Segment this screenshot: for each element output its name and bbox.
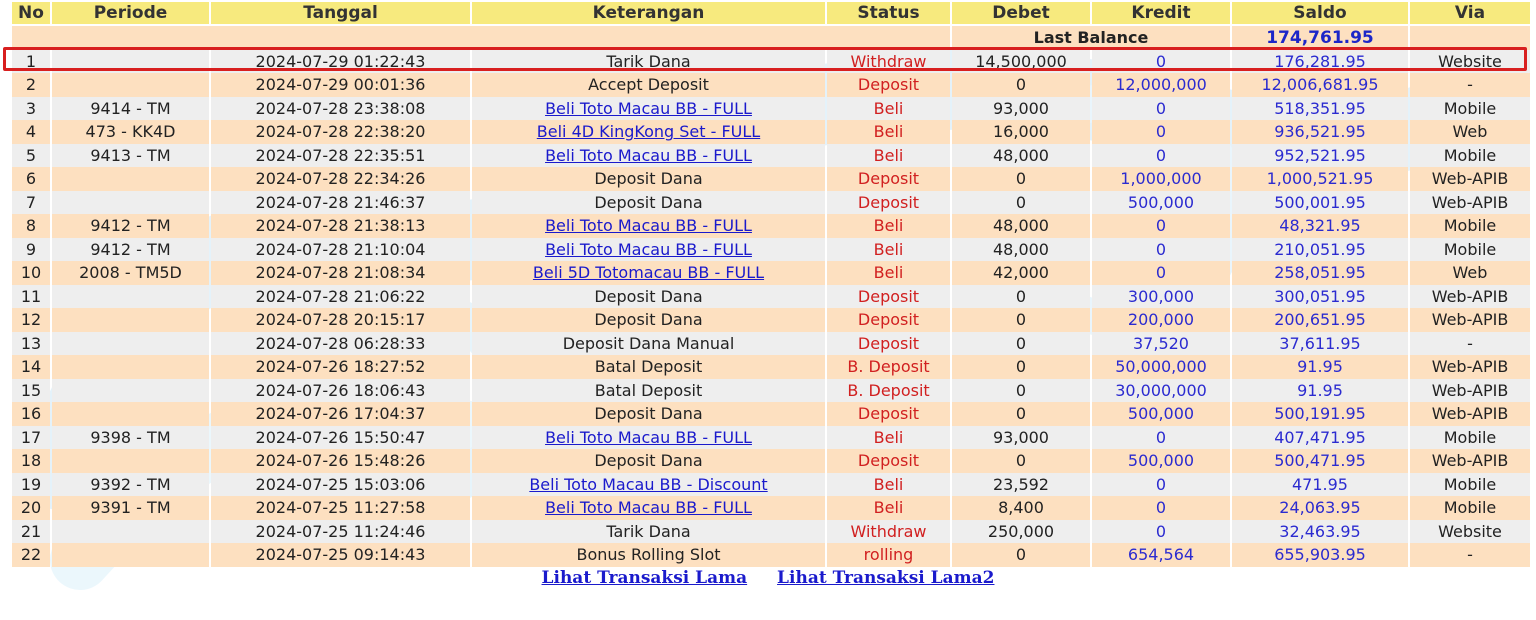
row-status: Deposit (827, 308, 950, 332)
row-no: 8 (12, 214, 50, 238)
row-kredit: 1,000,000 (1092, 167, 1230, 191)
table-row (12, 520, 1530, 544)
row-debet: 16,000 (952, 120, 1090, 144)
row-periode (52, 50, 209, 74)
row-debet: 93,000 (952, 97, 1090, 121)
row-saldo: 210,051.95 (1232, 238, 1408, 262)
header-via[interactable]: Via (1410, 2, 1530, 26)
row-saldo: 91.95 (1232, 355, 1408, 379)
row-no: 7 (12, 191, 50, 215)
row-tanggal: 2024-07-29 01:22:43 (211, 50, 470, 74)
row-debet: 48,000 (952, 238, 1090, 262)
row-no: 2 (12, 73, 50, 97)
row-status: Deposit (827, 73, 950, 97)
row-saldo: 37,611.95 (1232, 332, 1408, 356)
table-row (12, 120, 1530, 144)
row-periode (52, 520, 209, 544)
table-row (12, 73, 1530, 97)
row-periode (52, 355, 209, 379)
row-periode (52, 379, 209, 403)
row-status: Deposit (827, 191, 950, 215)
row-keterangan: Deposit Dana Manual (472, 332, 825, 356)
row-status: Beli (827, 97, 950, 121)
row-via: Web-APIB (1410, 449, 1530, 473)
row-debet: 0 (952, 332, 1090, 356)
table-row (12, 496, 1530, 520)
row-no: 14 (12, 355, 50, 379)
row-status: Deposit (827, 402, 950, 426)
table-row (12, 50, 1530, 74)
row-periode (52, 191, 209, 215)
row-kredit: 0 (1092, 120, 1230, 144)
row-tanggal: 2024-07-28 22:38:20 (211, 120, 470, 144)
row-debet: 250,000 (952, 520, 1090, 544)
row-status: Deposit (827, 285, 950, 309)
balance-spacer-end (1410, 26, 1530, 50)
row-kredit: 12,000,000 (1092, 73, 1230, 97)
row-saldo: 471.95 (1232, 473, 1408, 497)
row-saldo: 176,281.95 (1232, 50, 1408, 74)
table-row (12, 473, 1530, 497)
row-via: Web-APIB (1410, 308, 1530, 332)
row-debet: 0 (952, 355, 1090, 379)
row-debet: 0 (952, 449, 1090, 473)
transaction-detail-link[interactable]: Beli 5D Totomacau BB - FULL (532, 263, 765, 283)
row-periode: 9391 - TM (52, 496, 209, 520)
row-kredit: 654,564 (1092, 543, 1230, 567)
row-no: 21 (12, 520, 50, 544)
row-tanggal: 2024-07-28 21:38:13 (211, 214, 470, 238)
row-kredit: 0 (1092, 50, 1230, 74)
row-status: Beli (827, 426, 950, 450)
row-status: Beli (827, 144, 950, 168)
balance-spacer (12, 26, 950, 50)
row-tanggal: 2024-07-26 15:50:47 (211, 426, 470, 450)
row-periode: 9414 - TM (52, 97, 209, 121)
row-saldo: 300,051.95 (1232, 285, 1408, 309)
row-keterangan: Accept Deposit (472, 73, 825, 97)
row-via: - (1410, 332, 1530, 356)
row-kredit: 500,000 (1092, 191, 1230, 215)
row-debet: 0 (952, 308, 1090, 332)
row-tanggal: 2024-07-28 21:06:22 (211, 285, 470, 309)
table-row (12, 238, 1530, 262)
header-saldo[interactable]: Saldo (1232, 2, 1408, 26)
row-keterangan (472, 426, 825, 450)
row-no: 22 (12, 543, 50, 567)
row-no: 4 (12, 120, 50, 144)
footer-links (0, 568, 1536, 588)
table-row (12, 191, 1530, 215)
row-keterangan: Deposit Dana (472, 449, 825, 473)
transaction-table-container (10, 2, 1530, 567)
row-saldo: 258,051.95 (1232, 261, 1408, 285)
row-no: 16 (12, 402, 50, 426)
row-no: 9 (12, 238, 50, 262)
row-saldo: 500,191.95 (1232, 402, 1408, 426)
row-status: Withdraw (827, 50, 950, 74)
row-via: Mobile (1410, 214, 1530, 238)
row-debet: 0 (952, 191, 1090, 215)
row-keterangan (472, 473, 825, 497)
row-no: 19 (12, 473, 50, 497)
transaction-detail-link[interactable]: Beli Toto Macau BB - FULL (545, 145, 752, 165)
row-saldo: 500,471.95 (1232, 449, 1408, 473)
row-tanggal: 2024-07-28 21:08:34 (211, 261, 470, 285)
row-via: Mobile (1410, 426, 1530, 450)
row-kredit: 0 (1092, 473, 1230, 497)
row-tanggal: 2024-07-28 22:34:26 (211, 167, 470, 191)
old-transactions-link-2[interactable]: Lihat Transaksi Lama2 (777, 568, 995, 588)
table-row (12, 332, 1530, 356)
row-via: Web (1410, 120, 1530, 144)
row-periode: 9413 - TM (52, 144, 209, 168)
row-kredit: 0 (1092, 97, 1230, 121)
row-keterangan: Deposit Dana (472, 167, 825, 191)
row-status: Deposit (827, 167, 950, 191)
row-no: 18 (12, 449, 50, 473)
row-status: B. Deposit (827, 379, 950, 403)
row-via: Web-APIB (1410, 285, 1530, 309)
row-no: 10 (12, 261, 50, 285)
row-periode (52, 332, 209, 356)
row-no: 15 (12, 379, 50, 403)
old-transactions-link[interactable]: Lihat Transaksi Lama (541, 568, 748, 588)
row-kredit: 0 (1092, 214, 1230, 238)
row-periode: 9412 - TM (52, 238, 209, 262)
row-status: Deposit (827, 332, 950, 356)
row-debet: 0 (952, 167, 1090, 191)
table-row (12, 308, 1530, 332)
row-debet: 0 (952, 285, 1090, 309)
row-periode: 473 - KK4D (52, 120, 209, 144)
row-saldo: 24,063.95 (1232, 496, 1408, 520)
transaction-detail-link[interactable]: Beli 4D KingKong Set - FULL (536, 122, 761, 142)
row-periode: 9412 - TM (52, 214, 209, 238)
row-no: 20 (12, 496, 50, 520)
row-periode (52, 449, 209, 473)
row-saldo: 407,471.95 (1232, 426, 1408, 450)
row-tanggal: 2024-07-25 15:03:06 (211, 473, 470, 497)
row-kredit: 0 (1092, 520, 1230, 544)
row-keterangan (472, 496, 825, 520)
row-debet: 0 (952, 379, 1090, 403)
row-periode (52, 167, 209, 191)
row-debet: 0 (952, 73, 1090, 97)
row-kredit: 0 (1092, 144, 1230, 168)
row-tanggal: 2024-07-29 00:01:36 (211, 73, 470, 97)
header-status[interactable]: Status (827, 2, 950, 26)
row-kredit: 300,000 (1092, 285, 1230, 309)
row-via: Website (1410, 50, 1530, 74)
row-saldo: 936,521.95 (1232, 120, 1408, 144)
row-no: 3 (12, 97, 50, 121)
row-kredit: 0 (1092, 261, 1230, 285)
row-debet: 14,500,000 (952, 50, 1090, 74)
table-row (12, 167, 1530, 191)
row-no: 1 (12, 50, 50, 74)
row-via: Web-APIB (1410, 167, 1530, 191)
row-debet: 48,000 (952, 144, 1090, 168)
row-keterangan: Batal Deposit (472, 379, 825, 403)
row-no: 5 (12, 144, 50, 168)
header-keterangan[interactable]: Keterangan (472, 2, 825, 26)
row-via: Web (1410, 261, 1530, 285)
row-status: Deposit (827, 449, 950, 473)
header-debet[interactable]: Debet (952, 2, 1090, 26)
table-row (12, 426, 1530, 450)
transaction-detail-link[interactable]: Beli Toto Macau BB - FULL (545, 216, 752, 236)
row-saldo: 1,000,521.95 (1232, 167, 1408, 191)
row-kredit: 0 (1092, 238, 1230, 262)
row-no: 13 (12, 332, 50, 356)
row-keterangan (472, 261, 825, 285)
row-status: Beli (827, 473, 950, 497)
header-periode[interactable]: Periode (52, 2, 209, 26)
row-tanggal: 2024-07-26 18:27:52 (211, 355, 470, 379)
row-tanggal: 2024-07-26 15:48:26 (211, 449, 470, 473)
row-tanggal: 2024-07-28 23:38:08 (211, 97, 470, 121)
row-keterangan (472, 120, 825, 144)
table-row (12, 402, 1530, 426)
row-keterangan: Deposit Dana (472, 191, 825, 215)
row-periode: 2008 - TM5D (52, 261, 209, 285)
table-row (12, 379, 1530, 403)
table-row (12, 261, 1530, 285)
row-no: 11 (12, 285, 50, 309)
row-saldo: 12,006,681.95 (1232, 73, 1408, 97)
row-via: Mobile (1410, 144, 1530, 168)
row-saldo: 32,463.95 (1232, 520, 1408, 544)
row-saldo: 952,521.95 (1232, 144, 1408, 168)
row-periode: 9398 - TM (52, 426, 209, 450)
table-header-row (12, 2, 1530, 26)
row-periode (52, 73, 209, 97)
row-saldo: 200,651.95 (1232, 308, 1408, 332)
row-keterangan: Bonus Rolling Slot (472, 543, 825, 567)
row-status: Beli (827, 261, 950, 285)
row-via: Mobile (1410, 496, 1530, 520)
row-keterangan: Tarik Dana (472, 520, 825, 544)
row-via: Mobile (1410, 97, 1530, 121)
row-keterangan: Deposit Dana (472, 285, 825, 309)
row-tanggal: 2024-07-28 22:35:51 (211, 144, 470, 168)
row-debet: 0 (952, 543, 1090, 567)
row-kredit: 200,000 (1092, 308, 1230, 332)
row-keterangan (472, 238, 825, 262)
row-tanggal: 2024-07-28 21:10:04 (211, 238, 470, 262)
transaction-detail-link[interactable]: Beli Toto Macau BB - FULL (545, 239, 752, 259)
row-keterangan: Deposit Dana (472, 308, 825, 332)
row-tanggal: 2024-07-26 17:04:37 (211, 402, 470, 426)
row-kredit: 37,520 (1092, 332, 1230, 356)
row-no: 6 (12, 167, 50, 191)
row-tanggal: 2024-07-28 06:28:33 (211, 332, 470, 356)
last-balance-row (12, 26, 1530, 50)
row-debet: 93,000 (952, 426, 1090, 450)
header-kredit[interactable]: Kredit (1092, 2, 1230, 26)
row-tanggal: 2024-07-26 18:06:43 (211, 379, 470, 403)
row-status: Beli (827, 238, 950, 262)
transaction-detail-link[interactable]: Beli Toto Macau BB - FULL (545, 98, 752, 118)
table-row (12, 543, 1530, 567)
last-balance-value: 174,761.95 (1232, 26, 1408, 50)
row-saldo: 518,351.95 (1232, 97, 1408, 121)
row-no: 12 (12, 308, 50, 332)
table-row (12, 355, 1530, 379)
row-kredit: 0 (1092, 426, 1230, 450)
row-kredit: 500,000 (1092, 449, 1230, 473)
row-keterangan: Deposit Dana (472, 402, 825, 426)
row-kredit: 50,000,000 (1092, 355, 1230, 379)
transaction-detail-link[interactable]: Beli Toto Macau BB - Discount (529, 474, 768, 494)
row-debet: 42,000 (952, 261, 1090, 285)
row-debet: 48,000 (952, 214, 1090, 238)
row-status: Beli (827, 120, 950, 144)
row-periode (52, 402, 209, 426)
row-saldo: 91.95 (1232, 379, 1408, 403)
row-via: Web-APIB (1410, 355, 1530, 379)
transaction-detail-link[interactable]: Beli Toto Macau BB - FULL (545, 498, 752, 518)
row-saldo: 48,321.95 (1232, 214, 1408, 238)
row-keterangan (472, 97, 825, 121)
row-tanggal: 2024-07-25 11:24:46 (211, 520, 470, 544)
row-debet: 0 (952, 402, 1090, 426)
row-no: 17 (12, 426, 50, 450)
row-kredit: 0 (1092, 496, 1230, 520)
table-row (12, 449, 1530, 473)
table-row (12, 214, 1530, 238)
row-status: B. Deposit (827, 355, 950, 379)
last-balance-label: Last Balance (952, 26, 1230, 50)
row-tanggal: 2024-07-28 20:15:17 (211, 308, 470, 332)
row-kredit: 500,000 (1092, 402, 1230, 426)
row-keterangan (472, 214, 825, 238)
row-debet: 8,400 (952, 496, 1090, 520)
header-no[interactable]: No (12, 2, 50, 26)
row-keterangan: Batal Deposit (472, 355, 825, 379)
row-saldo: 655,903.95 (1232, 543, 1408, 567)
row-periode: 9392 - TM (52, 473, 209, 497)
row-tanggal: 2024-07-28 21:46:37 (211, 191, 470, 215)
row-via: Mobile (1410, 473, 1530, 497)
row-via: Website (1410, 520, 1530, 544)
row-via: Web-APIB (1410, 191, 1530, 215)
row-tanggal: 2024-07-25 11:27:58 (211, 496, 470, 520)
row-via: Web-APIB (1410, 379, 1530, 403)
transaction-detail-link[interactable]: Beli Toto Macau BB - FULL (545, 427, 752, 447)
row-via: Mobile (1410, 238, 1530, 262)
row-periode (52, 308, 209, 332)
table-row (12, 97, 1530, 121)
transaction-table (10, 2, 1532, 567)
row-debet: 23,592 (952, 473, 1090, 497)
row-saldo: 500,001.95 (1232, 191, 1408, 215)
row-keterangan: Tarik Dana (472, 50, 825, 74)
header-tanggal[interactable]: Tanggal (211, 2, 470, 26)
row-status: Withdraw (827, 520, 950, 544)
row-status: rolling (827, 543, 950, 567)
row-status: Beli (827, 214, 950, 238)
table-row (12, 285, 1530, 309)
row-via: Web-APIB (1410, 402, 1530, 426)
row-periode (52, 543, 209, 567)
row-kredit: 30,000,000 (1092, 379, 1230, 403)
row-status: Beli (827, 496, 950, 520)
row-via: - (1410, 543, 1530, 567)
row-via: - (1410, 73, 1530, 97)
row-periode (52, 285, 209, 309)
table-row (12, 144, 1530, 168)
row-keterangan (472, 144, 825, 168)
row-tanggal: 2024-07-25 09:14:43 (211, 543, 470, 567)
